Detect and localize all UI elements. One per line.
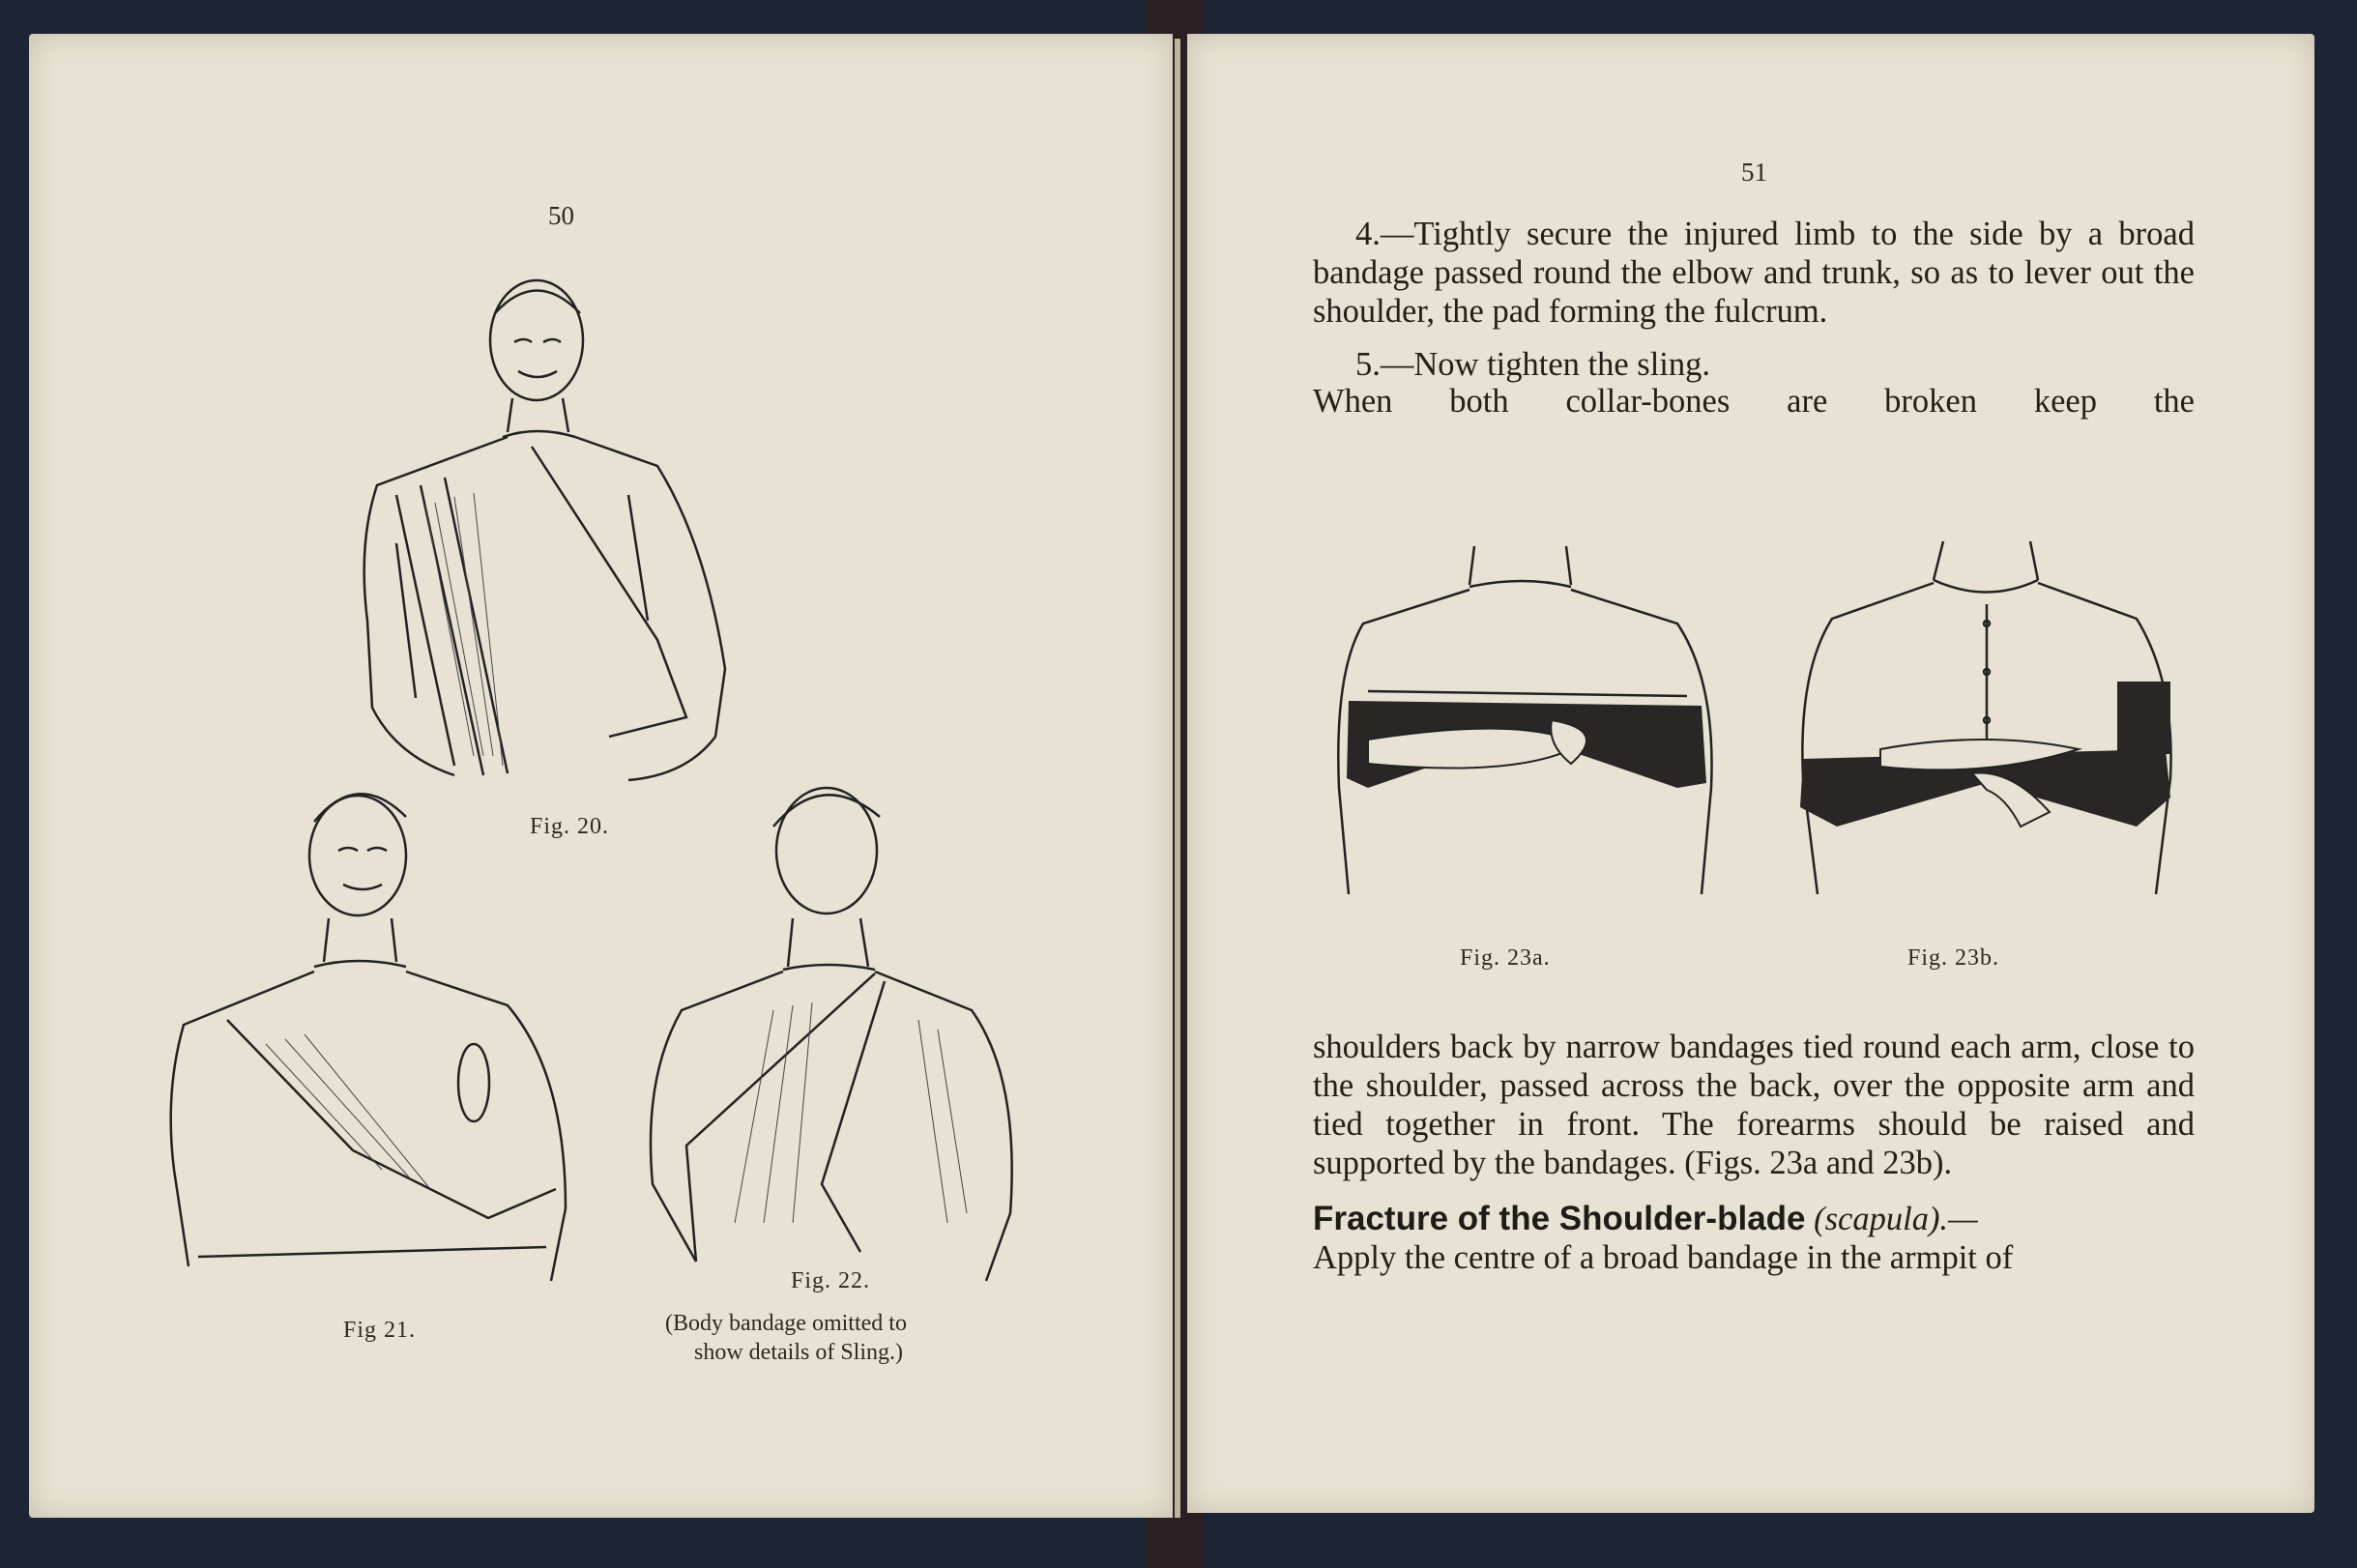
section-heading-shoulder-blade bbox=[1313, 1200, 2195, 1238]
fig-22-caption: Fig. 22. bbox=[791, 1268, 871, 1293]
figure-22-illustration bbox=[628, 759, 1034, 1295]
paragraph-step-5: 5.—Now tighten the sling. bbox=[1355, 346, 1711, 383]
paragraph-shoulder-blade: Apply the centre of a broad bandage in the armpit of bbox=[1313, 1239, 2014, 1276]
heading-latin: (scapula).— bbox=[1814, 1201, 1978, 1237]
figure-20-illustration bbox=[338, 253, 744, 814]
fig-23a-caption: Fig. 23a. bbox=[1460, 945, 1551, 971]
fig-23b-caption: Fig. 23b. bbox=[1907, 945, 2000, 971]
paragraph-step-4: 4.—Tightly secure the injured limb to the side by a broad bandage passed round the elbow and trunk, so as to lever out the shoulder, the pad forming the fulcrum. bbox=[1313, 216, 2195, 330]
figure-21-illustration bbox=[160, 764, 580, 1291]
right-page-number: 51 bbox=[1741, 158, 1767, 187]
paragraph-collar-bones-continued: shoulders back by narrow bandages tied round each arm, close to the shoulder, passed across the back, over the opposite arm and tied together in front. The forearms should be raised and supported by the bandages. (Figs. 23a and 23b). bbox=[1313, 1029, 2195, 1181]
left-page-number: 50 bbox=[548, 201, 574, 230]
figure-23a-illustration bbox=[1329, 537, 1726, 904]
heading-text: Fracture of the Shoulder-blade bbox=[1313, 1200, 1806, 1237]
gutter-edge bbox=[1175, 39, 1180, 1518]
text-block-top bbox=[1313, 215, 2195, 420]
text-block-bottom bbox=[1313, 1028, 2195, 1277]
paragraph-collar-bones-start: When both collar-bones are broken keep the bbox=[1313, 383, 2195, 420]
fig-21-caption: Fig 21. bbox=[343, 1318, 417, 1343]
fig-22-note-line-1: (Body bandage omitted to bbox=[665, 1311, 907, 1336]
figure-23b-illustration bbox=[1789, 537, 2185, 904]
fig-22-note-line-2: show details of Sling.) bbox=[694, 1340, 903, 1365]
fig-20-caption: Fig. 20. bbox=[530, 814, 610, 839]
